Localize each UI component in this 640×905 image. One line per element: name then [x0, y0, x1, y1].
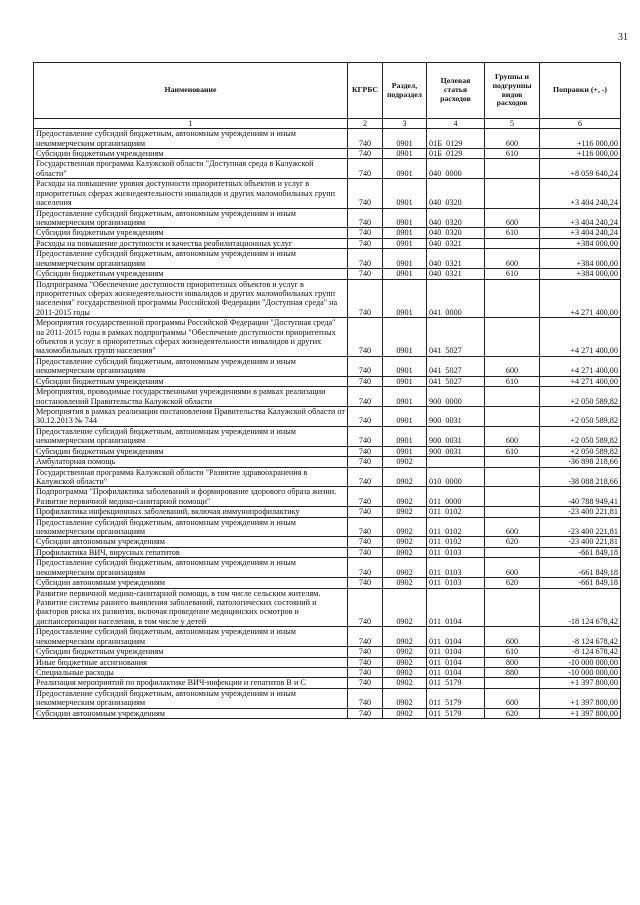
table-body: [34, 129, 621, 719]
row-section: 0902: [383, 647, 427, 657]
table-row: [34, 149, 621, 159]
row-name: Подпрограмма "Обеспечение доступности приоритетных объектов и услуг в приоритетных сферах жизнедеятельности инвалидов и других маломобильных групп населения" государственной программы Российской Федерации "Доступная среда" на 2011-2015 годы: [34, 279, 348, 318]
column-number: 5: [485, 119, 540, 129]
header-section: Раздел, подраздел: [383, 63, 427, 119]
row-amendment: +2 050 589,82: [540, 426, 621, 446]
row-kgrbs: 740: [348, 149, 383, 159]
table-row: [34, 708, 621, 718]
row-kgrbs: 740: [348, 547, 383, 557]
row-expense-group: [485, 588, 540, 627]
row-kgrbs: 740: [348, 446, 383, 456]
row-kgrbs: 740: [348, 708, 383, 718]
row-amendment: -8 124 678,42: [540, 627, 621, 647]
table-row: [34, 376, 621, 386]
row-section: 0901: [383, 279, 427, 318]
header-group: Группы и подгруппы видов расходов: [485, 63, 540, 119]
table-row: [34, 647, 621, 657]
row-expense-group: 600: [485, 249, 540, 269]
table-row: [34, 208, 621, 228]
row-amendment: +116 000,00: [540, 149, 621, 159]
row-expense-group: 600: [485, 517, 540, 537]
row-section: 0902: [383, 558, 427, 578]
row-section: 0902: [383, 627, 427, 647]
row-kgrbs: 740: [348, 426, 383, 446]
row-kgrbs: 740: [348, 667, 383, 677]
row-section: 0902: [383, 578, 427, 588]
row-section: 0901: [383, 249, 427, 269]
row-expense-group: 610: [485, 376, 540, 386]
row-kgrbs: 740: [348, 688, 383, 708]
row-target-article: 011 5179: [427, 678, 485, 688]
row-kgrbs: 740: [348, 356, 383, 376]
row-section: 0902: [383, 537, 427, 547]
row-amendment: +8 059 640,24: [540, 159, 621, 179]
row-expense-group: 620: [485, 708, 540, 718]
row-name: Мероприятия, проводимые государственными учреждениями в рамках реализации постановлений Правительства Калужской области: [34, 387, 348, 407]
row-expense-group: 610: [485, 446, 540, 456]
row-name: Развитие первичной медико-санитарной помощи, в том числе сельским жителям. Развитие системы раннего выявления заболеваний, патологических состояний и факторов риска их развития, включая проведение медицинских осмотров и диспансеризации населения, в том числе у детей: [34, 588, 348, 627]
row-section: 0901: [383, 407, 427, 427]
amendments-table: [33, 62, 621, 719]
row-amendment: -661 849,18: [540, 558, 621, 578]
row-name: Предоставление субсидий бюджетным, автономным учреждениям и иным некоммерческим организациям: [34, 249, 348, 269]
row-amendment: -36 898 218,66: [540, 457, 621, 467]
row-target-article: 011 0104: [427, 588, 485, 627]
row-name: Амбулаторная помощь: [34, 457, 348, 467]
table-row: [34, 588, 621, 627]
row-kgrbs: 740: [348, 507, 383, 517]
row-amendment: +384 000,00: [540, 269, 621, 279]
row-name: Профилактика инфекционных заболеваний, включая иммунопрофилактику: [34, 507, 348, 517]
table-row: [34, 228, 621, 238]
row-expense-group: [485, 179, 540, 208]
row-amendment: +3 404 240,24: [540, 228, 621, 238]
row-name: Государственная программа Калужской области "Доступная среда в Калужской области": [34, 159, 348, 179]
row-name: Предоставление субсидий бюджетным, автономным учреждениям и иным некоммерческим организациям: [34, 688, 348, 708]
row-section: 0901: [383, 208, 427, 228]
row-expense-group: 600: [485, 627, 540, 647]
row-name: Субсидии бюджетным учреждениям: [34, 149, 348, 159]
row-name: Подпрограмма "Профилактика заболеваний и формирование здорового образа жизни. Развитие первичной медико-санитарной помощи": [34, 487, 348, 507]
row-target-article: 01Б 0129: [427, 149, 485, 159]
row-amendment: -38 088 218,66: [540, 467, 621, 487]
row-section: 0901: [383, 356, 427, 376]
row-target-article: 01Б 0129: [427, 129, 485, 149]
row-amendment: +2 050 589,82: [540, 446, 621, 456]
row-section: 0901: [383, 129, 427, 149]
row-expense-group: 610: [485, 228, 540, 238]
row-expense-group: [485, 407, 540, 427]
row-section: 0901: [383, 318, 427, 357]
row-target-article: 041 5027: [427, 356, 485, 376]
column-number: 2: [348, 119, 383, 129]
row-target-article: 900 0031: [427, 407, 485, 427]
table-row: [34, 279, 621, 318]
row-expense-group: [485, 507, 540, 517]
row-expense-group: [485, 547, 540, 557]
table-row: [34, 688, 621, 708]
row-section: 0901: [383, 387, 427, 407]
row-amendment: +1 397 800,00: [540, 708, 621, 718]
row-section: 0901: [383, 149, 427, 159]
row-name: Специальные расходы: [34, 667, 348, 677]
row-kgrbs: 740: [348, 279, 383, 318]
row-section: 0901: [383, 376, 427, 386]
table-row: [34, 426, 621, 446]
row-section: 0902: [383, 487, 427, 507]
column-number: 3: [383, 119, 427, 129]
row-expense-group: [485, 159, 540, 179]
row-section: 0902: [383, 667, 427, 677]
row-name: Субсидии автономным учреждениям: [34, 708, 348, 718]
row-target-article: 011 0104: [427, 657, 485, 667]
row-target-article: 040 0000: [427, 159, 485, 179]
header-kgrbs: КГРБС: [348, 63, 383, 119]
row-kgrbs: 740: [348, 376, 383, 386]
row-expense-group: 600: [485, 558, 540, 578]
row-section: 0902: [383, 467, 427, 487]
row-amendment: -18 124 678,42: [540, 588, 621, 627]
row-kgrbs: 740: [348, 228, 383, 238]
table-row: [34, 558, 621, 578]
row-kgrbs: 740: [348, 238, 383, 248]
row-name: Субсидии автономным учреждениям: [34, 578, 348, 588]
row-expense-group: 600: [485, 208, 540, 228]
row-target-article: 011 0103: [427, 547, 485, 557]
row-expense-group: 610: [485, 149, 540, 159]
table-row: [34, 467, 621, 487]
row-name: Предоставление субсидий бюджетным, автономным учреждениям и иным некоммерческим организациям: [34, 356, 348, 376]
row-target-article: 011 5179: [427, 708, 485, 718]
row-expense-group: 600: [485, 356, 540, 376]
row-name: Субсидии бюджетным учреждениям: [34, 647, 348, 657]
row-name: Предоставление субсидий бюджетным, автономным учреждениям и иным некоммерческим организациям: [34, 426, 348, 446]
table-row: [34, 446, 621, 456]
row-amendment: +4 271 400,00: [540, 318, 621, 357]
table-row: [34, 537, 621, 547]
row-name: Мероприятия в рамках реализации постановления Правительства Калужской области от 30.12.2013 № 744: [34, 407, 348, 427]
row-target-article: 040 0320: [427, 208, 485, 228]
row-kgrbs: 740: [348, 678, 383, 688]
row-section: 0902: [383, 678, 427, 688]
row-kgrbs: 740: [348, 179, 383, 208]
row-name: Субсидии бюджетным учреждениям: [34, 228, 348, 238]
row-expense-group: 600: [485, 426, 540, 446]
row-kgrbs: 740: [348, 578, 383, 588]
row-name: Субсидии бюджетным учреждениям: [34, 376, 348, 386]
table-row: [34, 547, 621, 557]
row-amendment: +3 404 240,24: [540, 208, 621, 228]
row-section: 0902: [383, 657, 427, 667]
row-expense-group: 620: [485, 578, 540, 588]
row-expense-group: 600: [485, 129, 540, 149]
row-expense-group: 610: [485, 647, 540, 657]
row-name: Субсидии бюджетным учреждениям: [34, 269, 348, 279]
row-kgrbs: 740: [348, 517, 383, 537]
row-amendment: +2 050 589,82: [540, 407, 621, 427]
row-kgrbs: 740: [348, 387, 383, 407]
row-kgrbs: 740: [348, 487, 383, 507]
row-section: 0902: [383, 588, 427, 627]
row-target-article: 041 0000: [427, 279, 485, 318]
row-target-article: 011 0104: [427, 667, 485, 677]
table-row: [34, 269, 621, 279]
row-expense-group: [485, 467, 540, 487]
row-expense-group: 620: [485, 537, 540, 547]
row-name: Предоставление субсидий бюджетным, автономным учреждениям и иным некоммерческим организациям: [34, 517, 348, 537]
page-number: 31: [618, 32, 628, 43]
row-expense-group: [485, 238, 540, 248]
row-expense-group: 610: [485, 269, 540, 279]
row-section: 0902: [383, 708, 427, 718]
row-amendment: -661 849,18: [540, 578, 621, 588]
row-target-article: 010 0000: [427, 467, 485, 487]
row-amendment: -23 400 221,81: [540, 517, 621, 537]
row-kgrbs: 740: [348, 318, 383, 357]
row-amendment: -23 400 221,81: [540, 507, 621, 517]
table-row: [34, 507, 621, 517]
row-section: 0902: [383, 688, 427, 708]
row-name: Субсидии автономным учреждениям: [34, 537, 348, 547]
row-name: Расходы на повышение доступности и качества реабилитационных услуг: [34, 238, 348, 248]
row-target-article: 011 0102: [427, 517, 485, 537]
row-expense-group: [485, 387, 540, 407]
table-row: [34, 657, 621, 667]
row-name: Иные бюджетные ассигнования: [34, 657, 348, 667]
row-target-article: 011 0102: [427, 507, 485, 517]
header-target: Целевая статья расходов: [427, 63, 485, 119]
row-amendment: +4 271 400,00: [540, 356, 621, 376]
row-target-article: 040 0320: [427, 179, 485, 208]
row-amendment: -23 400 221,81: [540, 537, 621, 547]
row-expense-group: [485, 678, 540, 688]
row-target-article: 011 0103: [427, 578, 485, 588]
row-kgrbs: 740: [348, 249, 383, 269]
row-target-article: 900 0031: [427, 426, 485, 446]
row-expense-group: 600: [485, 688, 540, 708]
row-expense-group: [485, 457, 540, 467]
column-number: 1: [34, 119, 348, 129]
table-row: [34, 457, 621, 467]
header-amendments: Поправки (+, -): [540, 63, 621, 119]
row-amendment: +3 404 240,24: [540, 179, 621, 208]
table-row: [34, 159, 621, 179]
row-section: 0901: [383, 238, 427, 248]
row-kgrbs: 740: [348, 627, 383, 647]
row-target-article: 011 5179: [427, 688, 485, 708]
row-amendment: -661 849,18: [540, 547, 621, 557]
row-expense-group: [485, 318, 540, 357]
table-row: [34, 249, 621, 269]
row-name: Мероприятия государственной программы Российской Федерации "Доступная среда" на 2011-2015 годы в рамках подпрограммы "Обеспечение доступности приоритетных объектов и услуг в приоритетных сферах жизнедеятельности инвалидов и других маломобильных групп населения": [34, 318, 348, 357]
column-number: 6: [540, 119, 621, 129]
row-name: Профилактика ВИЧ, вирусных гепатитов: [34, 547, 348, 557]
table-row: [34, 238, 621, 248]
row-kgrbs: 740: [348, 407, 383, 427]
row-section: 0901: [383, 159, 427, 179]
row-target-article: 041 5027: [427, 376, 485, 386]
row-kgrbs: 740: [348, 657, 383, 667]
table-row: [34, 487, 621, 507]
row-kgrbs: 740: [348, 647, 383, 657]
row-name: Предоставление субсидий бюджетным, автономным учреждениям и иным некоммерческим организациям: [34, 558, 348, 578]
row-section: 0902: [383, 547, 427, 557]
row-target-article: 011 0103: [427, 558, 485, 578]
row-kgrbs: 740: [348, 159, 383, 179]
row-target-article: 011 0000: [427, 487, 485, 507]
row-name: Предоставление субсидий бюджетным, автономным учреждениям и иным некоммерческим организациям: [34, 129, 348, 149]
row-section: 0902: [383, 507, 427, 517]
row-target-article: 900 0031: [427, 446, 485, 456]
row-expense-group: 880: [485, 667, 540, 677]
row-name: Реализация мероприятий по профилактике ВИЧ-инфекции и гепатитов В и С: [34, 678, 348, 688]
table-row: [34, 678, 621, 688]
row-amendment: +4 271 400,00: [540, 376, 621, 386]
row-section: 0901: [383, 446, 427, 456]
row-kgrbs: 740: [348, 129, 383, 149]
row-target-article: 040 0321: [427, 238, 485, 248]
row-name: Расходы на повышение уровня доступности приоритетных объектов и услуг в приоритетных сферах жизнедеятельности инвалидов и других маломобильных групп населения: [34, 179, 348, 208]
row-name: Предоставление субсидий бюджетным, автономным учреждениям и иным некоммерческим организациям: [34, 627, 348, 647]
row-amendment: +2 050 589,82: [540, 387, 621, 407]
row-amendment: -40 788 949,41: [540, 487, 621, 507]
row-target-article: 011 0104: [427, 627, 485, 647]
row-kgrbs: 740: [348, 537, 383, 547]
row-expense-group: [485, 487, 540, 507]
table-row: [34, 356, 621, 376]
row-expense-group: 800: [485, 657, 540, 667]
row-section: 0901: [383, 228, 427, 238]
row-kgrbs: 740: [348, 208, 383, 228]
row-section: 0901: [383, 269, 427, 279]
header-name: Наименование: [34, 63, 348, 119]
row-amendment: -8 124 678,42: [540, 647, 621, 657]
row-kgrbs: 740: [348, 558, 383, 578]
row-amendment: +384 000,00: [540, 238, 621, 248]
column-number: 4: [427, 119, 485, 129]
row-target-article: 041 5027: [427, 318, 485, 357]
row-target-article: 900 0000: [427, 387, 485, 407]
row-section: 0901: [383, 179, 427, 208]
table-row: [34, 129, 621, 149]
row-amendment: +1 397 800,00: [540, 678, 621, 688]
row-kgrbs: 740: [348, 588, 383, 627]
row-amendment: +4 271 400,00: [540, 279, 621, 318]
row-section: 0902: [383, 457, 427, 467]
row-target-article: 040 0320: [427, 228, 485, 238]
row-target-article: [427, 457, 485, 467]
row-target-article: 011 0102: [427, 537, 485, 547]
row-section: 0902: [383, 517, 427, 537]
table-row: [34, 517, 621, 537]
row-expense-group: [485, 279, 540, 318]
row-kgrbs: 740: [348, 457, 383, 467]
row-amendment: -10 000 000,00: [540, 657, 621, 667]
row-kgrbs: 740: [348, 467, 383, 487]
row-amendment: +384 000,00: [540, 249, 621, 269]
table-row: [34, 387, 621, 407]
row-name: Субсидии бюджетным учреждениям: [34, 446, 348, 456]
row-kgrbs: 740: [348, 269, 383, 279]
row-amendment: -10 000 000,00: [540, 667, 621, 677]
table-row: [34, 578, 621, 588]
table-row: [34, 179, 621, 208]
row-section: 0901: [383, 426, 427, 446]
row-amendment: +1 397 800,00: [540, 688, 621, 708]
table-row: [34, 318, 621, 357]
row-name: Государственная программа Калужской области "Развитие здравоохранения в Калужской области": [34, 467, 348, 487]
row-target-article: 040 0321: [427, 269, 485, 279]
table-row: [34, 627, 621, 647]
row-amendment: +116 000,00: [540, 129, 621, 149]
row-target-article: 011 0104: [427, 647, 485, 657]
row-name: Предоставление субсидий бюджетным, автономным учреждениям и иным некоммерческим организациям: [34, 208, 348, 228]
table-row: [34, 667, 621, 677]
table-row: [34, 407, 621, 427]
row-target-article: 040 0321: [427, 249, 485, 269]
